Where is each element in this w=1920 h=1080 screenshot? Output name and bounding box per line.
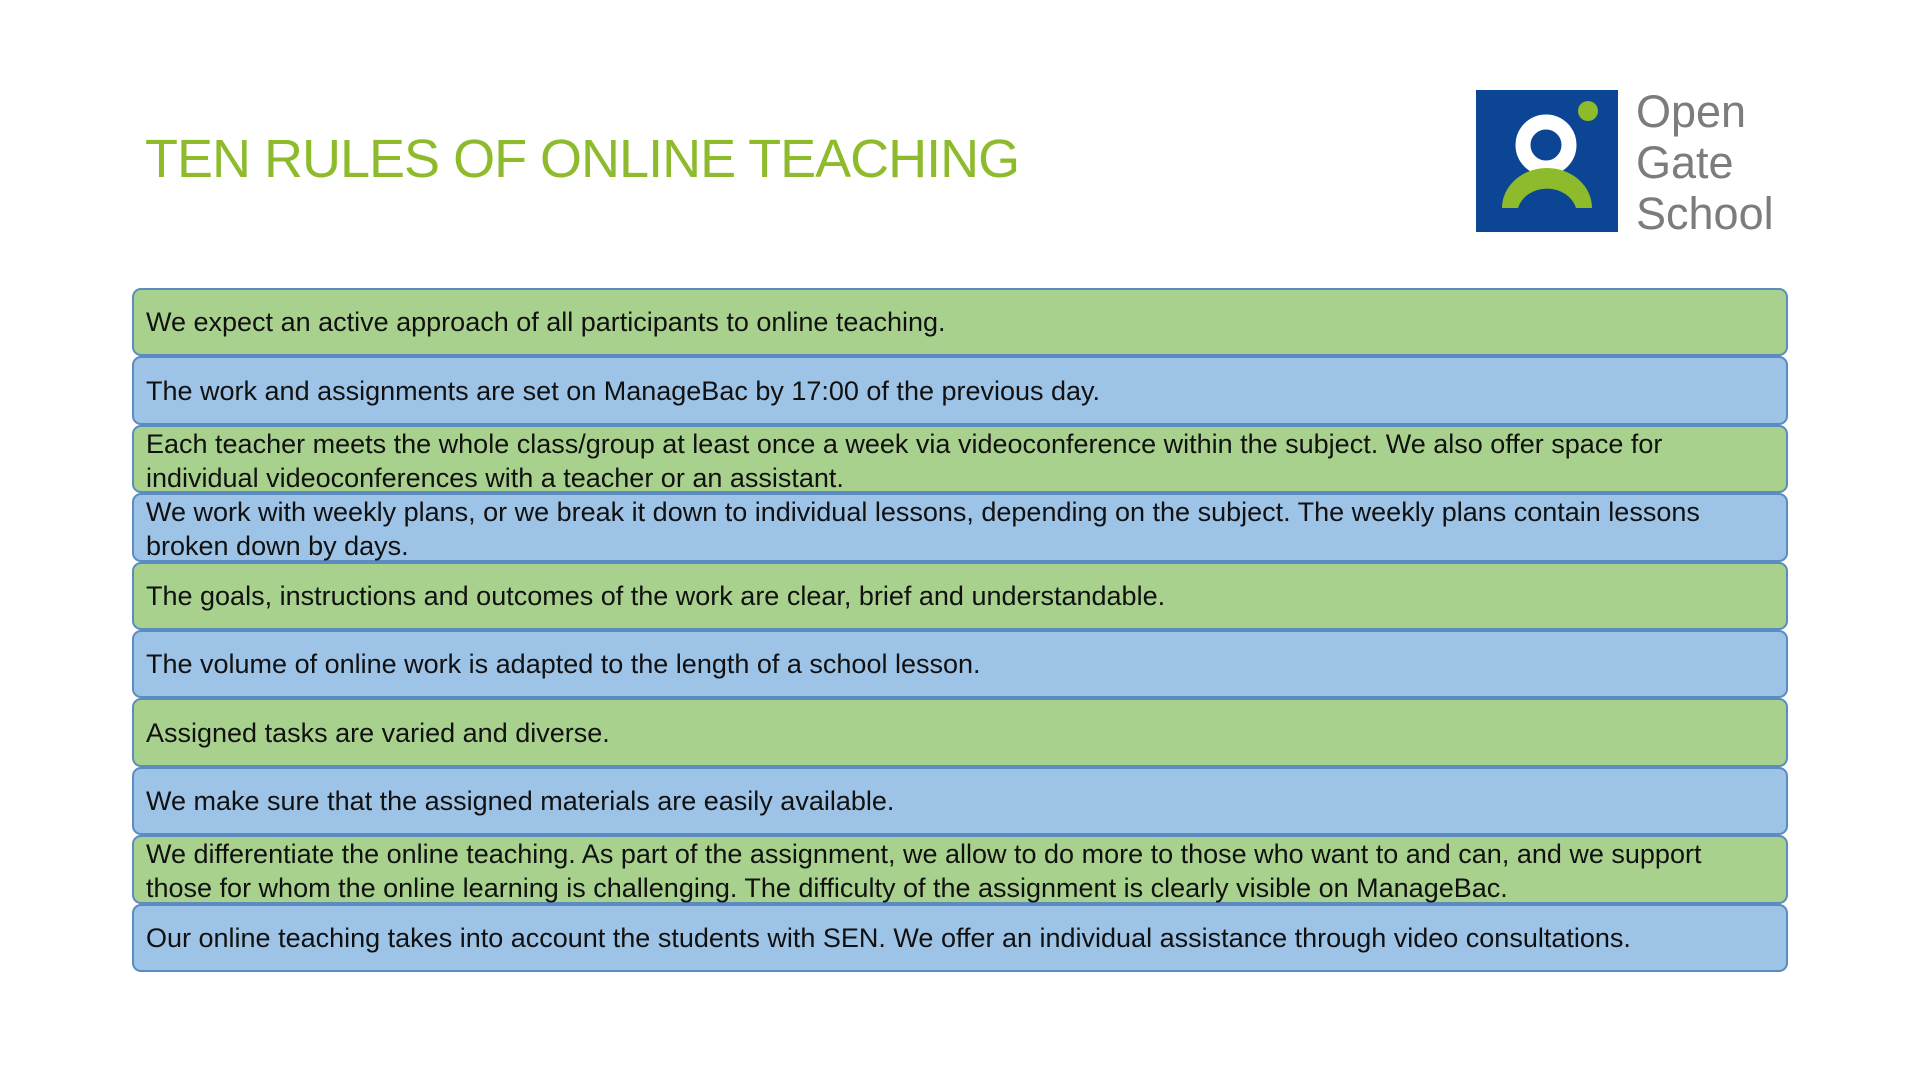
logo-line: Open	[1636, 86, 1747, 137]
logo-text	[1636, 86, 1774, 239]
rule-text: The volume of online work is adapted to the length of a school lesson.	[146, 649, 981, 680]
rule-text: We work with weekly plans, or we break it down to individual lessons, depending on the subject. The weekly plans contain lessons broken down by days.	[146, 497, 1700, 562]
page-title: TEN RULES OF ONLINE TEACHING	[145, 129, 1020, 189]
rule-text: We expect an active approach of all participants to online teaching.	[146, 307, 946, 338]
rule-item	[132, 562, 1788, 630]
rule-text: Our online teaching takes into account the students with SEN. We offer an individual assistance through video consultations.	[146, 922, 1631, 953]
rule-text: Each teacher meets the whole class/group at least once a week via videoconference within the subject. We also offer space for individual videoconferences with a teacher or an assistant.	[146, 428, 1663, 493]
open-gate-school-logo-icon	[1476, 90, 1618, 232]
rule-item	[132, 288, 1788, 356]
rule-text: The goals, instructions and outcomes of the work are clear, brief and understandable.	[146, 580, 1166, 611]
rule-text: We make sure that the assigned materials are easily available.	[146, 785, 895, 816]
rule-text: Assigned tasks are varied and diverse.	[146, 717, 610, 748]
rule-item	[132, 425, 1788, 493]
logo-line: Gate	[1636, 137, 1734, 188]
rule-item	[132, 835, 1788, 903]
rule-item	[132, 767, 1788, 835]
logo-line: School	[1636, 188, 1774, 239]
rules-list	[132, 288, 1788, 972]
rule-item	[132, 698, 1788, 766]
rule-item	[132, 356, 1788, 424]
rule-item	[132, 493, 1788, 561]
rule-text: The work and assignments are set on ManageBac by 17:00 of the previous day.	[146, 375, 1101, 406]
rule-text: We differentiate the online teaching. As part of the assignment, we allow to do more to those who want to and can, and we support those for whom the online learning is challenging. The difficulty of the assignment is clearly visible on ManageBac.	[146, 839, 1702, 904]
rule-item	[132, 904, 1788, 972]
rule-item	[132, 630, 1788, 698]
